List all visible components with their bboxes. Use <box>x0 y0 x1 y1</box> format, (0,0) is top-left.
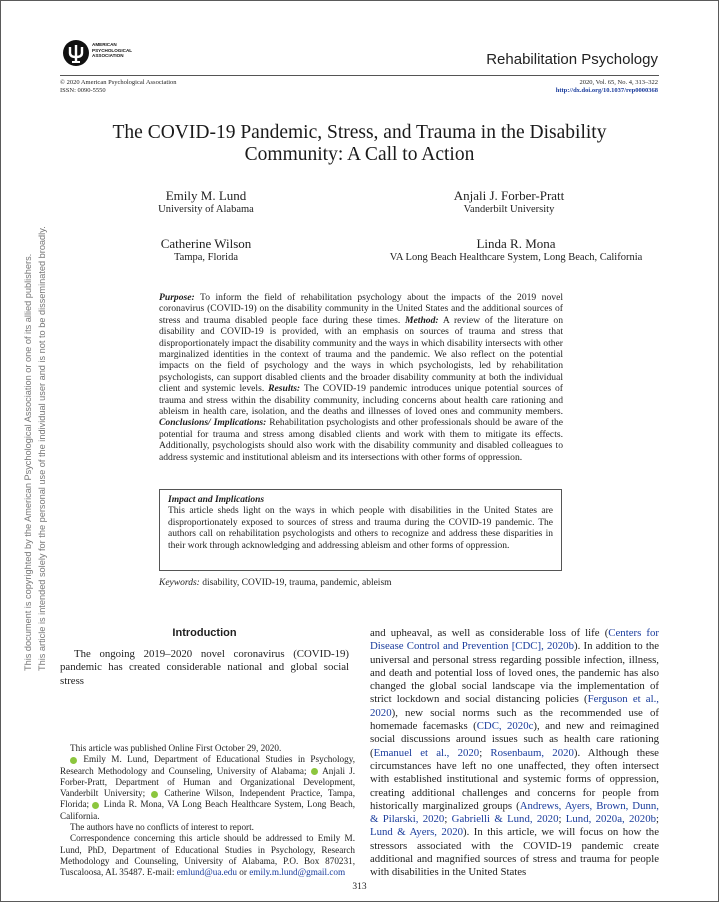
citation-link[interactable]: CDC, 2020c <box>476 720 534 733</box>
introduction-heading: Introduction <box>172 627 237 639</box>
introduction-right-column <box>370 627 659 880</box>
affiliation-mona: Linda R. Mona, VA Long Beach Healthcare System, Long Beach, California. <box>60 799 355 821</box>
impact-heading: Impact and Implications <box>168 495 265 505</box>
citation-link[interactable]: Emanuel et al., 2020 <box>373 746 480 759</box>
impact-text: This article sheds light on the ways in which people with disabilities in the United States are disproportionately exposed to sources of stress and trauma during the COVID-19 pandemic. The authors call on rehabilitation psychologists and others to recognize and address these disparities in their work through acknowledging and addressing ableism and other forms of oppression. <box>168 506 553 551</box>
citation-link[interactable]: Lund & Ayers, 2020 <box>370 826 464 839</box>
journal-name: Rehabilitation Psychology <box>486 51 658 68</box>
orcid-icon[interactable] <box>311 768 318 775</box>
conclusions-text: Rehabilitation psychologists and other professionals should be aware of the potential for trauma and stress among disabled clients and work with them to mitigate its effects. Additionally, psychologists should also work with the disability community and disabled colleagues to address systemic and institutional ableism and its intersections with other forms of oppression. <box>159 417 564 463</box>
conclusions-label: Conclusions/ Implications: <box>159 417 267 429</box>
footnotes <box>60 743 355 879</box>
email-link-gmail[interactable]: emily.m.lund@gmail.com <box>249 867 346 878</box>
orcid-icon[interactable] <box>92 802 99 809</box>
conflicts-note: The authors have no conflicts of interest to report. <box>70 822 254 833</box>
issn-line: ISSN: 0090-5550 <box>60 87 106 94</box>
citation-link[interactable]: Gabrielli & Lund, 2020 <box>451 813 559 826</box>
volume-info: 2020, Vol. 65, No. 4, 313–322 <box>579 79 658 86</box>
results-text: The COVID-19 pandemic introduces unique potential sources of trauma and stress within the disability community, including concerns about health care rationing and ableism in health care, isolation, and the deaths and illnesses of loved ones and community members. <box>159 383 563 418</box>
author-affiliation: University of Alabama <box>158 204 254 215</box>
author-wilson <box>106 236 306 264</box>
body-text: ). In addition to the universal and personal stress regarding possible infection, illness, and death and potential loss of loved ones, the pandemic has also changed the global social landscape via the implementation of strict lockdown and social distancing policies ( <box>370 640 660 706</box>
results-label: Results: <box>268 383 301 395</box>
citation-block <box>556 79 658 95</box>
apa-logo-text: AMERICAN PSYCHOLOGICAL ASSOCIATION <box>92 42 133 59</box>
orcid-icon[interactable] <box>151 791 158 798</box>
apa-psi-icon <box>62 39 90 67</box>
body-text: ). Although these circumstances have left no one unaffected, they often intersect with established institutional and systemic forms of oppression, creating additional challenges and concerns for people from historically marginalized groups ( <box>370 746 659 812</box>
author-name: Catherine Wilson <box>160 236 252 251</box>
correspondence-note <box>60 833 355 878</box>
keywords-label: Keywords: <box>159 578 200 588</box>
body-text: ; <box>558 813 566 826</box>
page-number: 313 <box>352 882 367 892</box>
author-affiliation: Tampa, Florida <box>174 252 238 263</box>
affiliation-forber-pratt: Anjali J. Forber-Pratt, Department of Human and Organizational Development, Vanderbilt University; <box>60 765 355 799</box>
author-name: Anjali J. Forber-Pratt <box>453 188 565 203</box>
side-notice-line-1: This document is copyrighted by the American Psychological Association or one of its allied publishers. <box>23 253 33 671</box>
author-affiliation: VA Long Beach Healthcare System, Long Beach, California <box>389 252 643 263</box>
affiliation-note <box>60 754 355 822</box>
author-forber-pratt <box>409 188 609 216</box>
author-mona <box>371 236 661 264</box>
keywords-text: disability, COVID-19, trauma, pandemic, ableism <box>202 578 392 588</box>
copyright-line: © 2020 American Psychological Association <box>60 79 177 86</box>
affiliation-lund: Emily M. Lund, Department of Educational Studies in Psychology, Research Methodology and Counseling, University of Alabama; <box>60 754 356 776</box>
affiliation-wilson: Catherine Wilson, Independent Practice, Tampa, Florida; <box>60 788 356 810</box>
published-note: This article was published Online First October 29, 2020. <box>70 743 282 753</box>
or-text: or <box>239 867 247 878</box>
author-affiliation: Vanderbilt University <box>463 204 555 215</box>
email-link-ua[interactable]: emlund@ua.edu <box>176 867 237 878</box>
body-text: ; <box>656 813 659 826</box>
article-title: The COVID-19 Pandemic, Stress, and Trauma in the Disability Community: A Call to Action <box>112 122 607 165</box>
doi-link[interactable]: http://dx.doi.org/10.1037/rep0000368 <box>555 87 658 94</box>
purpose-label: Purpose: <box>159 292 195 303</box>
orcid-icon[interactable] <box>70 757 77 764</box>
body-text: ). In this article, we will focus on how the stressors associated with the COVID-19 pandemic create additional and magnified sources of stress and trauma for people with disabilities in the United States <box>370 826 659 879</box>
body-text: ; <box>444 813 452 826</box>
header-rule <box>60 75 659 76</box>
method-label: Method: <box>405 314 439 326</box>
apa-logo <box>62 39 152 67</box>
correspondence-text: Correspondence concerning this article should be addressed to Emily M. Lund, PhD, Department of Educational Studies in Psychology, Research Methodology and Counseling, University of Alabama, P.O. Box 870231, Tuscaloosa, AL 35487. E-mail: <box>60 833 355 878</box>
citation-link[interactable]: Ferguson et al., 2020 <box>370 693 659 719</box>
body-text: ), and new and reimagined social discussions around issues such as health care rationing ( <box>370 720 659 759</box>
keywords <box>159 578 392 588</box>
citation-link[interactable]: Centers for Disease Control and Prevention [CDC], 2020b <box>370 627 659 653</box>
purpose-text: To inform the field of rehabilitation psychology about the impacts of the 2019 novel coronavirus (COVID-19) on the disability community in the United States and the additional sources of stress and trauma disabled people face during these times. <box>159 292 563 326</box>
body-text: ), new social norms such as the recommended use of homemade facemasks ( <box>370 706 659 733</box>
citation-link[interactable]: Andrews, Ayers, Brown, Dunn, & Pilarski, 2020 <box>370 799 659 826</box>
author-lund <box>106 188 306 216</box>
author-name: Emily M. Lund <box>165 188 247 203</box>
citation-link[interactable]: Lund, 2020a, 2020b <box>565 813 656 826</box>
abstract <box>159 292 563 463</box>
author-name: Linda R. Mona <box>476 236 556 251</box>
introduction-left-column: The ongoing 2019–2020 novel coronavirus (COVID-19) pandemic has created considerable national and global social stress <box>60 648 349 687</box>
body-text: and upheaval, as well as considerable loss of life ( <box>370 627 609 639</box>
article-page <box>1 1 718 901</box>
copyright-block <box>60 79 177 95</box>
citation-link[interactable]: Rosenbaum, 2020 <box>490 746 574 759</box>
method-text: A review of the literature on disability and COVID-19 is provided, with an emphasis on sources of trauma and stress that disproportionately impact the disability community and the ways in which disability intersects with other marginalized identities in the context of trauma and the pandemic. We also reflect on the potential impacts on the field of psychology and the ways in which psychologists, led by rehabilitation psychologists, can support disabled clients and the broader disability community at both the individual client and systemic levels. <box>159 314 564 395</box>
copyright-side-notice <box>21 226 49 671</box>
side-notice-line-2: This article is intended solely for the personal use of the individual user and is not to be disseminated broadly. <box>37 226 47 671</box>
impact-box <box>159 489 562 571</box>
body-text: ; <box>479 746 491 759</box>
